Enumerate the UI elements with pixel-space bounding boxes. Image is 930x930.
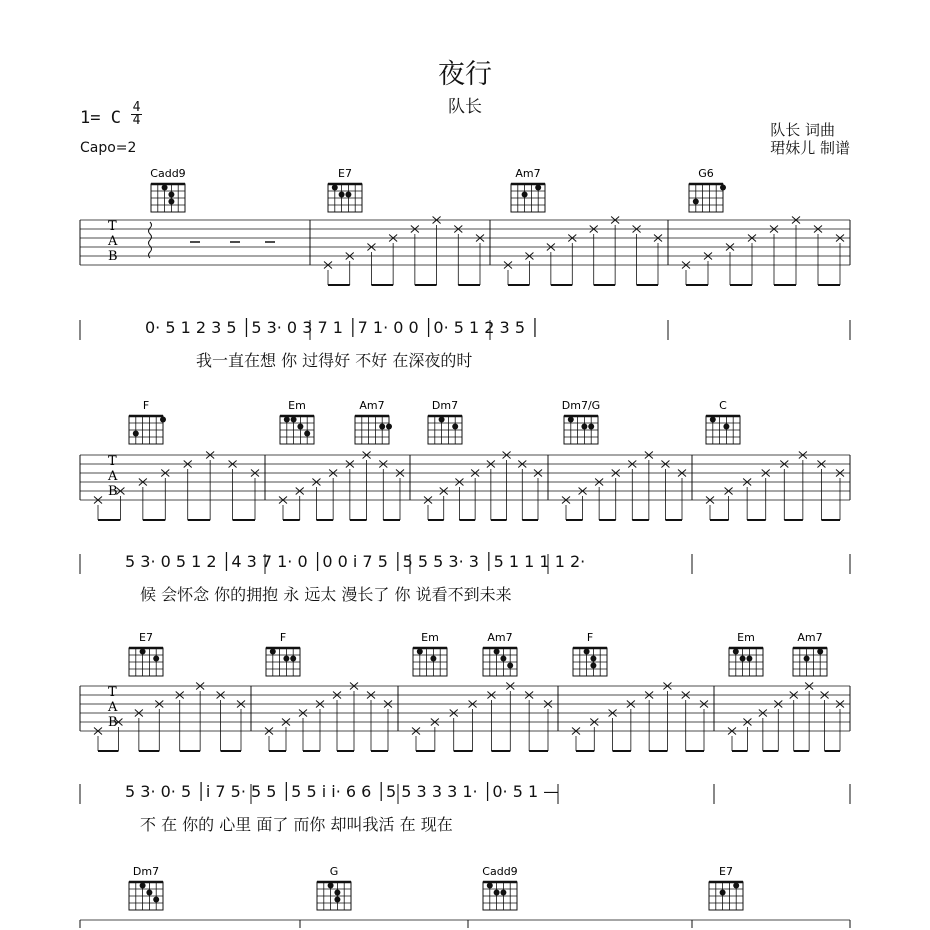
chord-name: G6 (698, 167, 714, 180)
tab-clef-letter: T (108, 219, 117, 234)
chord-finger-dot (168, 199, 174, 205)
tab-clef-letter: B (108, 249, 118, 264)
chord-finger-dot (140, 883, 146, 889)
chord-finger-dot (334, 897, 340, 903)
tab-clef-letter: T (108, 454, 117, 469)
tab-clef-letter: A (108, 234, 118, 249)
chord-name: Cadd9 (482, 865, 518, 878)
chord-finger-dot (584, 649, 590, 655)
chord-finger-dot (168, 192, 174, 198)
chord-name: F (142, 399, 150, 412)
chord-finger-dot (334, 890, 340, 896)
capo-indicator: Capo=2 (80, 140, 137, 156)
chord-finger-dot (740, 656, 746, 662)
lyrics-row: 我一直在想 你 过得好 不好 在深夜的时 (196, 351, 473, 370)
song-artist: 队长 (448, 97, 482, 117)
chord-finger-dot (693, 199, 699, 205)
chord-name: F (279, 631, 287, 644)
chord-finger-dot (379, 424, 385, 430)
chord-name: Dm7 (132, 865, 160, 878)
chord-finger-dot (568, 417, 574, 423)
chord-finger-dot (522, 192, 528, 198)
chord-finger-dot (535, 185, 541, 191)
chord-finger-dot (386, 424, 392, 430)
jianpu-notation-row: 5 3· 0· 5 │i 7 5· 5 5 │5 5 i i· 6 6 │5 5 3 3 3 1· │0· 5 1 — (125, 782, 560, 801)
chord-finger-dot (146, 890, 152, 896)
chord-name: Am7 (487, 631, 513, 644)
chord-finger-dot (283, 656, 289, 662)
tab-clef-letter: A (108, 469, 118, 484)
chord-finger-dot (494, 890, 500, 896)
chord-finger-dot (284, 417, 290, 423)
chord-finger-dot (345, 192, 351, 198)
chord-finger-dot (494, 649, 500, 655)
chord-finger-dot (153, 656, 159, 662)
chord-name: Em (288, 399, 306, 412)
time-signature-top: 4 (132, 100, 141, 115)
chord-finger-dot (581, 424, 587, 430)
chord-finger-dot (452, 424, 458, 430)
lyrics-row: 不 在 你的 心里 面了 而你 却叫我活 在 现在 (140, 815, 453, 834)
time-signature-bottom: 4 (132, 113, 141, 128)
jianpu-notation-row: 0· 5 1 2 3 5 │5 3· 0 3 7 1 │7 1· 0 0 │0· 5 1 2 3 5 │ (145, 318, 540, 337)
chord-finger-dot (297, 424, 303, 430)
chord-name: E7 (139, 631, 153, 644)
chord-finger-dot (590, 656, 596, 662)
key-signature: 1= C (80, 108, 121, 128)
chord-finger-dot (304, 431, 310, 437)
chord-name: Am7 (359, 399, 385, 412)
lyrics-row: 候 会怀念 你的拥抱 永 远太 漫长了 你 说看不到未来 (140, 585, 512, 604)
chord-name: Dm7 (431, 399, 459, 412)
tab-clef-letter: A (108, 700, 118, 715)
chord-name: F (586, 631, 594, 644)
chord-finger-dot (500, 890, 506, 896)
chord-name: E7 (719, 865, 733, 878)
arpeggio-mark (149, 222, 152, 258)
chord-name: Am7 (797, 631, 823, 644)
chord-name: Em (737, 631, 755, 644)
chord-finger-dot (162, 185, 168, 191)
chord-finger-dot (332, 185, 338, 191)
chord-finger-dot (328, 883, 334, 889)
chord-finger-dot (507, 663, 513, 669)
chord-finger-dot (339, 192, 345, 198)
tab-clef-letter: B (108, 715, 118, 730)
chord-finger-dot (804, 656, 810, 662)
chord-finger-dot (720, 890, 726, 896)
chord-finger-dot (746, 656, 752, 662)
chord-finger-dot (417, 649, 423, 655)
chord-finger-dot (291, 417, 297, 423)
chord-finger-dot (140, 649, 146, 655)
chord-finger-dot (733, 883, 739, 889)
chord-finger-dot (153, 897, 159, 903)
chord-finger-dot (588, 424, 594, 430)
credit-transcriber: 珺妹儿 制谱 (770, 139, 850, 157)
chord-name: G (329, 865, 339, 878)
jianpu-notation-row: 5 3· 0 5 1 2 │4 3 7 1· 0 │0 0 i 7 5 │5 5 5 3· 3 │5 1 1 1 1 2· (125, 552, 586, 571)
chord-finger-dot (817, 649, 823, 655)
chord-name: E7 (338, 167, 352, 180)
chord-finger-dot (439, 417, 445, 423)
chord-name: C (719, 399, 727, 412)
chord-name: Cadd9 (150, 167, 186, 180)
chord-finger-dot (430, 656, 436, 662)
song-title: 夜行 (438, 59, 492, 90)
chord-name: Am7 (515, 167, 541, 180)
chord-name: Em (421, 631, 439, 644)
credit-lyrics-music: 队长 词曲 (770, 121, 835, 139)
chord-finger-dot (270, 649, 276, 655)
chord-finger-dot (720, 185, 726, 191)
chord-finger-dot (710, 417, 716, 423)
chord-finger-dot (290, 656, 296, 662)
tab-clef-letter: T (108, 685, 117, 700)
chord-finger-dot (160, 417, 166, 423)
chord-finger-dot (133, 431, 139, 437)
chord-finger-dot (500, 656, 506, 662)
chord-name: Dm7/G (561, 399, 601, 412)
tab-clef-letter: B (108, 484, 118, 499)
chord-finger-dot (733, 649, 739, 655)
chord-finger-dot (487, 883, 493, 889)
chord-finger-dot (590, 663, 596, 669)
chord-finger-dot (723, 424, 729, 430)
